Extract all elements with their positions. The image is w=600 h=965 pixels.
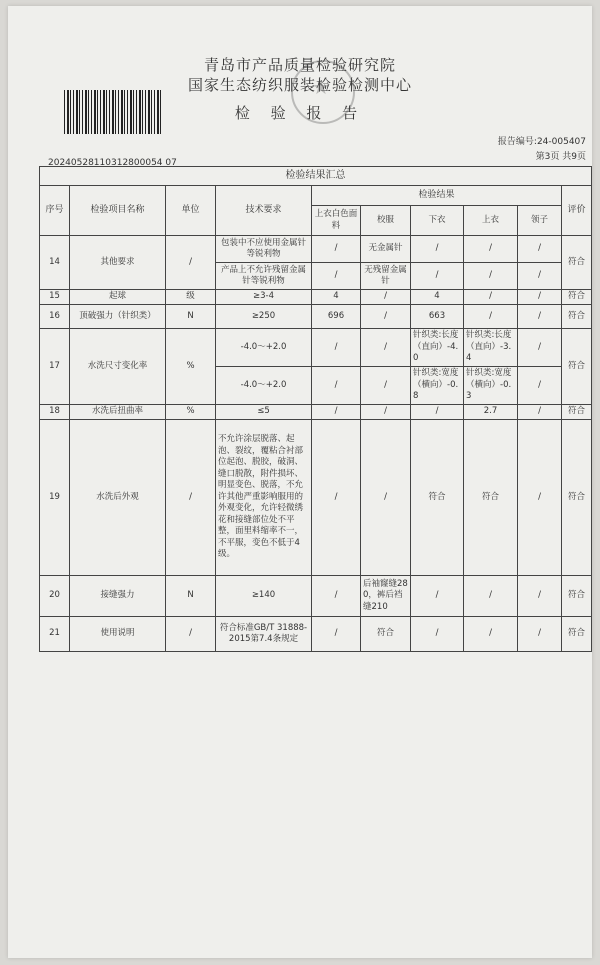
- table-row: 18 水洗后扭曲率 % ≤5 / / / 2.7 / 符合: [40, 405, 592, 420]
- table-row: 17 水洗尺寸变化率 % -4.0～+2.0 / / 针织类:长度（直向）-4.0 针织类:长度（直向）-3.4 / 符合: [40, 329, 592, 367]
- document-code: 20240528110312800054 07: [48, 158, 177, 168]
- header-sample-3: 下衣: [411, 206, 464, 236]
- center-name: 国家生态纺织服装检验检测中心: [187, 76, 412, 94]
- table-row: 产品上不允许残留金属针等锐利物 / 无残留金属针 / / /: [40, 263, 592, 290]
- header-sample-5: 领子: [518, 206, 562, 236]
- table-row: 15 起球 级 ≥3-4 4 / 4 / / 符合: [40, 290, 592, 305]
- barcode-icon: [64, 90, 162, 134]
- table-row: 20 接缝强力 N ≥140 / 后袖窿缝280，裤后裆缝210 / / / 符合: [40, 576, 592, 617]
- header-no: 序号: [40, 186, 70, 236]
- report-title: 检 验 报 告: [234, 104, 366, 122]
- header-item: 检验项目名称: [70, 186, 166, 236]
- report-number: 报告编号:24-005407: [497, 137, 586, 147]
- page-info: 第3页 共9页: [535, 152, 586, 162]
- table-caption: 检验结果汇总: [40, 167, 592, 186]
- header-requirement: 技术要求: [216, 186, 312, 236]
- header-sample-2: 校服: [361, 206, 411, 236]
- table-row: 21 使用说明 / 符合标准GB/T 31888-2015第7.4条规定 / 符合 / / / 符合: [40, 617, 592, 652]
- institute-name: 青岛市产品质量检验研究院: [203, 56, 396, 74]
- table-row: 19 水洗后外观 / 不允许涂层脱落、起泡、裂纹，覆粘合衬部位起泡、脱胶，破洞、缝口脱散，附件损坏、明显变色、脱落，不允许其他严重影响服用的外观变化，允许轻微绣花和接缝部位处不平整，面里料缩率不一，不平服，变色不低于4级。 / / 符合 符合 / 符合: [40, 420, 592, 576]
- header-sample-4: 上衣: [464, 206, 518, 236]
- table-row: 16 顶破强力（针织类） N ≥250 696 / 663 / / 符合: [40, 305, 592, 329]
- header-results: 检验结果: [312, 186, 562, 206]
- header-unit: 单位: [166, 186, 216, 236]
- header-evaluation: 评价: [562, 186, 592, 236]
- header-sample-1: 上衣白色面料: [312, 206, 361, 236]
- table-row: 14 其他要求 / 包装中不应使用金属针等锐利物 / 无金属针 / / / 符合: [40, 236, 592, 263]
- results-table: [39, 166, 592, 652]
- table-row: -4.0～+2.0 / / 针织类:宽度（横向）-0.8 针织类:宽度（横向）-0.3 /: [40, 367, 592, 405]
